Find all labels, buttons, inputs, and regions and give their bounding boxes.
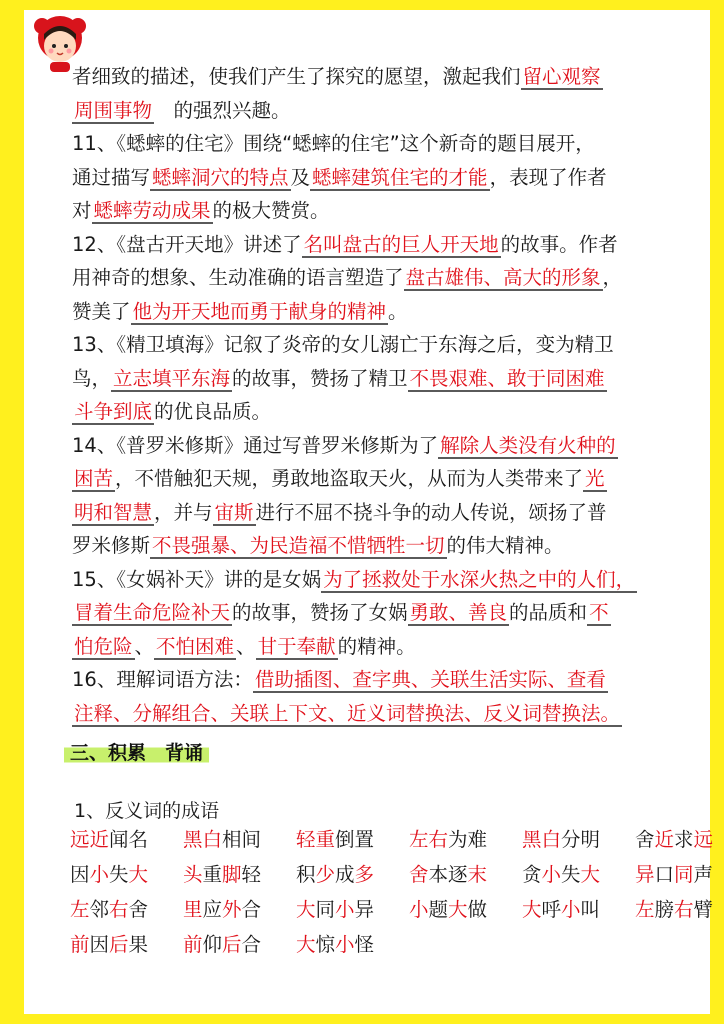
antonym-char: 大 xyxy=(522,898,542,921)
antonym-char: 近 xyxy=(654,828,675,851)
text-segment: 者细致的描述，使我们产生了探究的愿望，激起我们 xyxy=(72,65,521,88)
text-segment: 的精神。 xyxy=(337,634,416,658)
text-line xyxy=(72,596,724,630)
idiom-char: 惊 xyxy=(315,933,336,956)
document-page xyxy=(24,10,714,1014)
answer-blank: 周围事物 xyxy=(74,98,153,122)
idiom-row xyxy=(70,927,720,962)
idiom-char: 异 xyxy=(354,898,375,921)
answer-blank: 解除人类没有火种的 xyxy=(440,433,616,457)
antonym-char: 大 xyxy=(128,863,149,886)
idiom-char: 果 xyxy=(128,933,149,956)
antonym-char: 末 xyxy=(467,863,488,886)
idiom-row xyxy=(70,822,720,857)
text-segment: 赞美了 xyxy=(72,299,131,323)
antonym-char: 小 xyxy=(89,863,110,886)
idiom-char: 应 xyxy=(202,898,223,921)
idiom-char: 合 xyxy=(241,933,262,956)
antonym-char: 远近 xyxy=(70,828,110,851)
idiom xyxy=(635,822,724,857)
idiom xyxy=(409,892,522,927)
antonym-char: 大 xyxy=(296,933,316,956)
answer-blank: 困苦 xyxy=(74,467,114,490)
text-line xyxy=(72,194,724,228)
text-line xyxy=(72,496,724,530)
idiom-char: 求 xyxy=(674,828,694,851)
text-segment: 鸟， xyxy=(72,366,112,390)
text-line xyxy=(72,295,724,329)
study-notes-text xyxy=(72,60,724,730)
idiom xyxy=(296,892,409,927)
idiom-char: 倒置 xyxy=(335,828,375,851)
text-segment: 15、《女娲补天》讲的是女娲 xyxy=(72,567,322,591)
answer-blank: 不畏强暴、为民造福不惜牺牲一切 xyxy=(152,534,445,557)
idiom-char: 呼 xyxy=(541,898,562,921)
idiom-char: 做 xyxy=(467,898,488,921)
idiom xyxy=(296,857,409,892)
idiom xyxy=(183,927,296,962)
antonym-char: 外 xyxy=(222,898,242,921)
answer-blank: 不 xyxy=(589,601,609,624)
idiom xyxy=(183,822,296,857)
answer-blank: 不畏艰难、敢于同困难 xyxy=(409,366,605,390)
antonym-char: 右 xyxy=(674,898,694,921)
idiom-char: 合 xyxy=(241,898,262,921)
antonym-char: 小 xyxy=(335,933,355,956)
idiom xyxy=(70,822,183,857)
idiom-char: 同 xyxy=(315,898,336,921)
antonym-char: 前 xyxy=(70,933,90,956)
idiom xyxy=(522,822,635,857)
idiom-char: 本逐 xyxy=(428,863,468,886)
idiom-char: 重 xyxy=(202,863,223,886)
antonym-char: 小 xyxy=(561,898,581,921)
text-segment: ， xyxy=(602,266,623,289)
antonym-char: 右 xyxy=(109,898,129,921)
text-line xyxy=(72,529,724,563)
text-segment: 14、《普罗米修斯》通过写普罗米修斯为了 xyxy=(72,433,439,457)
text-segment: 的强烈兴趣。 xyxy=(154,98,291,122)
answer-blank: 冒着生命危险补天 xyxy=(74,601,231,624)
answer-blank: 甘于奉献 xyxy=(257,634,336,658)
idiom-char: 失 xyxy=(561,863,581,886)
antonym-char: 大 xyxy=(580,863,601,886)
idiom-char: 臂 xyxy=(693,898,714,921)
text-segment: 的故事，赞扬了精卫 xyxy=(232,366,408,390)
text-line xyxy=(72,697,724,731)
idiom xyxy=(635,892,724,927)
text-line xyxy=(72,462,724,496)
idiom-char: 因 xyxy=(89,933,110,956)
text-line xyxy=(72,630,724,664)
text-segment: 的极大赞赏。 xyxy=(212,199,330,222)
text-segment: 用神奇的想象、生动准确的语言塑造了 xyxy=(72,266,404,289)
idiom-char: 怪 xyxy=(354,933,375,956)
text-segment: 的优良品质。 xyxy=(154,400,272,423)
answer-blank: 蟋蟀劳动成果 xyxy=(93,199,211,222)
idiom-char: 成 xyxy=(335,863,355,886)
idiom-row xyxy=(70,892,720,927)
antonym-char: 脚 xyxy=(222,863,242,886)
antonym-char: 异 xyxy=(635,863,655,886)
text-segment: 的品质和 xyxy=(509,601,588,624)
answer-blank: 借助插图、查字典、关联生活实际、查看 xyxy=(254,668,606,691)
antonym-char: 小 xyxy=(541,863,562,886)
text-line xyxy=(72,563,724,597)
idiom xyxy=(522,892,635,927)
antonym-char: 后 xyxy=(109,933,129,956)
answer-blank: 斗争到底 xyxy=(74,400,153,423)
antonym-char: 多 xyxy=(354,863,375,886)
text-segment: 进行不屈不挠斗争的动人传说，颂扬了普 xyxy=(255,500,607,524)
idiom-char: 邻 xyxy=(89,898,110,921)
section-title: 三、积累 背诵 xyxy=(64,738,209,765)
answer-blank: 勇敢、善良 xyxy=(409,601,508,624)
idiom-char: 仰 xyxy=(202,933,223,956)
idiom-char: 舍 xyxy=(635,828,655,851)
idiom-char: 贪 xyxy=(522,863,542,886)
answer-blank: 怕危险 xyxy=(74,634,133,658)
text-segment: 通过描写 xyxy=(72,165,151,189)
text-line xyxy=(72,328,724,362)
antonym-char: 大 xyxy=(296,898,316,921)
idiom-char: 叫 xyxy=(580,898,601,921)
text-segment: 的故事。作者 xyxy=(500,232,618,256)
idiom xyxy=(70,892,183,927)
idiom xyxy=(409,822,522,857)
idiom-grid xyxy=(70,822,720,962)
answer-blank: 名叫盘古的巨人开天地 xyxy=(303,232,499,256)
answer-blank: 注释、分解组合、关联上下文、近义词替换法、反义词替换法。 xyxy=(74,701,621,725)
idiom xyxy=(409,857,522,892)
idiom xyxy=(183,892,296,927)
antonym-char: 轻重 xyxy=(296,828,336,851)
idiom xyxy=(70,857,183,892)
antonym-char: 舍 xyxy=(409,863,429,886)
antonym-char: 黑白 xyxy=(522,828,562,851)
antonym-char: 左 xyxy=(635,898,655,921)
answer-blank: 立志填平东海 xyxy=(113,366,231,390)
text-line xyxy=(72,94,724,128)
text-line xyxy=(72,261,724,295)
text-line xyxy=(72,161,724,195)
idiom xyxy=(635,857,724,892)
idiom-char: 相间 xyxy=(222,828,262,851)
text-segment: 罗米修斯 xyxy=(72,534,151,557)
antonym-char: 前 xyxy=(183,933,203,956)
text-line xyxy=(72,127,724,161)
idiom-char: 分明 xyxy=(561,828,601,851)
antonym-char: 后 xyxy=(222,933,242,956)
antonym-char: 少 xyxy=(315,863,336,886)
text-line xyxy=(72,395,724,429)
antonym-char: 大 xyxy=(448,898,468,921)
text-segment: ，表现了作者 xyxy=(489,165,607,189)
answer-blank: 蟋蟀建筑住宅的才能 xyxy=(312,165,488,189)
antonym-char: 黑白 xyxy=(183,828,223,851)
idiom-char: 声 xyxy=(693,863,714,886)
text-segment: 12、《盘古开天地》讲述了 xyxy=(72,232,302,256)
answer-blank: 光 xyxy=(585,467,605,490)
answer-blank: 明和智慧 xyxy=(74,500,153,524)
text-segment: 、 xyxy=(134,634,155,658)
text-segment: 11、《蟋蟀的住宅》围绕“蟋蟀的住宅”这个新奇的题目展开， xyxy=(72,132,595,155)
antonym-char: 左右 xyxy=(409,828,449,851)
text-line xyxy=(72,429,724,463)
subsection-title: 1、反义词的成语 xyxy=(74,800,220,822)
idiom-char: 为难 xyxy=(448,828,488,851)
antonym-char: 里 xyxy=(183,898,203,921)
answer-blank: 蟋蟀洞穴的特点 xyxy=(152,165,289,189)
answer-blank: 留心观察 xyxy=(522,65,601,88)
antonym-char: 远 xyxy=(693,828,714,851)
antonym-char: 左 xyxy=(70,898,90,921)
text-line xyxy=(72,228,724,262)
text-segment: 的故事，赞扬了女娲 xyxy=(232,601,408,624)
idiom-char: 失 xyxy=(109,863,129,886)
text-line xyxy=(72,60,724,94)
answer-blank: 不怕困难 xyxy=(156,634,235,658)
idiom-char: 积 xyxy=(296,863,316,886)
text-segment: 的伟大精神。 xyxy=(446,534,564,557)
idiom xyxy=(296,927,409,962)
idiom xyxy=(183,857,296,892)
antonym-char: 同 xyxy=(674,863,694,886)
text-segment: 。 xyxy=(388,299,408,323)
idiom xyxy=(296,822,409,857)
idiom-row xyxy=(70,857,720,892)
text-segment: 及 xyxy=(290,165,311,189)
text-line xyxy=(72,663,724,697)
idiom-char: 题 xyxy=(428,898,449,921)
antonym-char: 小 xyxy=(335,898,355,921)
idiom-char: 因 xyxy=(70,863,90,886)
text-segment: 、 xyxy=(236,634,256,658)
antonym-char: 小 xyxy=(409,898,429,921)
text-segment: ，并与 xyxy=(154,500,213,524)
antonym-char: 头 xyxy=(183,863,203,886)
text-line xyxy=(72,362,724,396)
text-segment: ，不惜触犯天规，勇敢地盗取天火，从而为人类带来了 xyxy=(115,467,584,490)
answer-blank: 为了拯救处于水深火热之中的人们， xyxy=(323,567,636,591)
idiom xyxy=(70,927,183,962)
idiom xyxy=(522,857,635,892)
answer-blank: 盘古雄伟、高大的形象 xyxy=(405,266,601,289)
text-segment: 对 xyxy=(72,199,92,222)
answer-blank: 他为开天地而勇于献身的精神 xyxy=(132,299,387,323)
idiom-char: 舍 xyxy=(128,898,149,921)
idiom-char: 口 xyxy=(654,863,675,886)
idiom-char: 膀 xyxy=(654,898,675,921)
idiom-char: 轻 xyxy=(241,863,262,886)
answer-blank: 宙斯 xyxy=(214,500,254,524)
text-segment: 13、《精卫填海》记叙了炎帝的女儿溺亡于东海之后，变为精卫 xyxy=(72,333,614,356)
text-segment: 16、理解词语方法： xyxy=(72,668,253,691)
idiom-char: 闻名 xyxy=(109,828,149,851)
